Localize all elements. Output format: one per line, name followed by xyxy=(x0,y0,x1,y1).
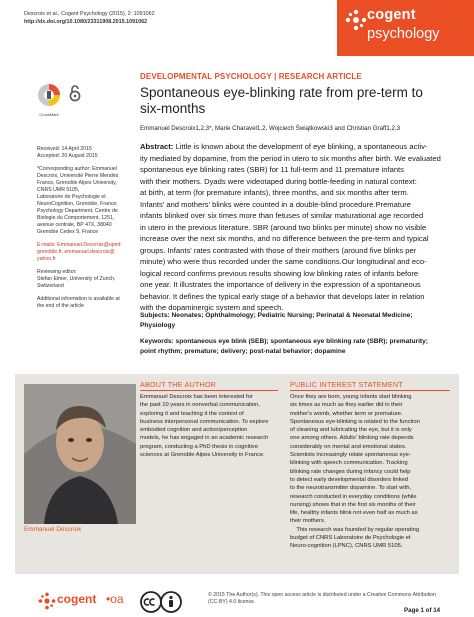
about-author-text xyxy=(140,393,268,459)
about-line: exploring it and teaching it the context of xyxy=(140,410,244,417)
crossmark-label: CrossMark xyxy=(39,112,59,117)
pis-line: considerably on mental and emotional states. xyxy=(290,443,407,450)
pis-line: six times as much as they earlier did in their xyxy=(290,402,403,409)
section-label: DEVELOPMENTAL PSYCHOLOGY | RESEARCH ARTICLE xyxy=(140,72,362,81)
about-line: Emmanuel Descroix has been interested for xyxy=(140,394,253,400)
subjects-line: Physiology xyxy=(140,321,176,329)
reviewing-editor xyxy=(37,269,129,290)
meta-line: Reviewing editor: xyxy=(37,269,77,275)
corresponding-author xyxy=(37,166,129,236)
abstract-line: increase over the next six months, and no difference between the pre-term and typical xyxy=(140,234,429,243)
meta-line: Psychology Department, Centre de xyxy=(37,208,118,214)
citation-line: Descroix et al., Cogent Psychology (2015), 2: 1091062 xyxy=(24,11,155,17)
pis-line: Scientists increasingly relate spontaneous eye- xyxy=(290,452,411,459)
article-side-meta xyxy=(37,146,129,316)
keywords-line: point rhythm; premature; delivery; post-natal behavior; dopamine xyxy=(140,347,346,355)
author-photo xyxy=(24,384,136,524)
abstract-line: spontaneous eye blinking rates (SBR) for 11 full-term and 11 premature infants xyxy=(140,165,404,174)
pis-line: of cleaning and lubricating the eye, but it is only xyxy=(290,427,412,434)
meta-line: avenue centrale, BP 47X, 38040 xyxy=(37,222,112,228)
abstract-line: one year. It illustrates the importance of delivery in the expression of a spontaneous xyxy=(140,280,421,289)
cogent-logo-icon xyxy=(345,9,367,31)
received-date: Received: 14 April 2015 xyxy=(37,146,92,152)
additional-info xyxy=(37,296,129,310)
page-number: Page 1 of 14 xyxy=(404,607,441,614)
keywords xyxy=(140,337,428,356)
abstract-line: Infants' and mothers' blinks were counted in a double-blind procedure.Premature xyxy=(140,199,411,209)
keywords-line: Keywords: spontaneous eye blink (SEB); spontaneous eye blinking rate (SBR); prematurity; xyxy=(140,338,428,345)
journal-brand[interactable] xyxy=(337,0,474,56)
pis-line: research conducted in everyday conditions (while xyxy=(290,493,417,500)
license-text xyxy=(208,592,436,606)
pis-line: Spontaneous eye-blinking is related to the function xyxy=(290,418,420,425)
about-line: embodied cognition and action/perception xyxy=(140,427,248,434)
meta-line: Switzerland xyxy=(37,283,64,289)
pis-line: mother's womb, whether term or premature. xyxy=(290,410,403,417)
about-line: sciences at Grenoble Alpes University in France. xyxy=(140,452,265,459)
journal-name: psychology xyxy=(367,26,440,42)
abstract-line: at birth, at term (for premature infants), three months, and six months after term. xyxy=(140,188,409,197)
article-title xyxy=(140,85,440,117)
accepted-date: Accepted: 20 August 2015 xyxy=(37,153,98,159)
pis-line: budget of CNRS Laboratoire de Psychologie et xyxy=(290,535,411,542)
abstract-line: infants blinked over six times more than fetuses of similar maturational age recorded xyxy=(140,211,424,220)
license-line: (CC-BY) 4.0 license. xyxy=(208,599,256,605)
meta-line: *Corresponding author: Emmanuel xyxy=(37,166,117,172)
pis-line: to the neurotransmitter dopamine. To start with, xyxy=(290,485,412,492)
public-interest-text xyxy=(290,393,420,551)
citation-header xyxy=(24,10,264,26)
doi-link[interactable]: http://dx.doi.org/10.1080/23311908.2015.1091062 xyxy=(24,19,148,25)
pis-line: This research was founded by regular operating xyxy=(290,526,420,533)
pis-line: their mothers. xyxy=(290,518,326,525)
pis-line: to detect early developmental disorders linked xyxy=(290,476,408,483)
meta-line: the end of the article xyxy=(37,303,85,309)
meta-line: Stefan Elmer, University of Zurich, xyxy=(37,276,116,282)
author-portrait-image xyxy=(24,384,136,524)
subjects xyxy=(140,311,413,330)
license-line: © 2015 The Author(s). This open access article is distributed under a Creative Commons Attribution xyxy=(208,592,436,598)
subjects-line: Subjects: Neonates; Ophthalmology; Pediatric Nursing; Perinatal & Neonatal Medicine; xyxy=(140,312,413,319)
title-line: Spontaneous eye-blinking rate from pre-term to xyxy=(140,85,423,100)
pis-line: blinking with speech communication. Tracking xyxy=(290,460,408,467)
about-line: models, he has engaged in an academic research xyxy=(140,435,269,442)
email-link[interactable]: E-mails: Emmanuel.Descroix@upmf- xyxy=(37,242,123,248)
open-access-lock-icon xyxy=(68,84,82,102)
abstract-label: Abstract: xyxy=(140,142,174,151)
email-link[interactable]: grenoble.fr, emmanuel.descroix@ xyxy=(37,249,115,255)
abstract-line: behavior. It defines the typical early stage of a behavior that develops later in relation xyxy=(140,291,425,301)
brand-name: cogent xyxy=(367,7,416,23)
abstract-line: ity mediated by dopamine, from the period in utero to six months after birth. We evaluated xyxy=(140,153,441,163)
abstract xyxy=(140,141,446,314)
meta-line: France, Grenoble Alpes University, xyxy=(37,180,117,186)
abstract-line: in utero in the previous literature. SBR (around two blinks per minute) show no visible xyxy=(140,222,427,232)
public-interest-heading: PUBLIC INTEREST STATEMENT xyxy=(290,380,403,389)
abstract-line xyxy=(140,141,446,153)
crossmark-icon[interactable] xyxy=(37,83,61,111)
meta-line: CNRS UMR 5105, xyxy=(37,187,80,193)
photo-caption: Emmanuel Descroix xyxy=(24,526,82,533)
pis-line: blinking rate changes during infancy could help xyxy=(290,468,411,475)
pis-line: nursing) shows that in the first six months of their xyxy=(290,501,416,508)
divider xyxy=(290,390,450,391)
meta-line: Biologie du Comportement, 1251, xyxy=(37,215,115,221)
abstract-line: groups. Infants' rates contrasted with those of their mothers (around five blinks per xyxy=(140,245,417,255)
cogent-logo-icon xyxy=(38,592,56,610)
footer-brand[interactable]: cogent xyxy=(57,592,97,606)
title-line: six-months xyxy=(140,101,206,116)
about-author-heading: ABOUT THE AUTHOR xyxy=(140,380,217,389)
dates xyxy=(37,146,129,160)
meta-line: NeuroCognition, Grenoble, France; xyxy=(37,201,118,207)
abstract-line: logical record confirms previous results showing low blinking rates of infants before xyxy=(140,268,419,278)
about-line: program, conducting a PhD thesis in cognitive xyxy=(140,443,258,450)
meta-line: Descroix, Université Pierre Mendès xyxy=(37,173,119,179)
about-line: the past 10 years in nonverbal communication, xyxy=(140,402,260,409)
author-list[interactable]: Emmanuel Descroix1,2,3*, Marie Charavel1,2, Wojciech Świątkowski3 and Christian Graff1,2,3 xyxy=(140,125,401,132)
abstract-line: with their mothers. Dyads were videotaped during bottle-feeding in natural context: xyxy=(140,176,417,186)
pis-line: Once they are born, young infants start blinking xyxy=(290,394,412,400)
pis-line: one among others. Adults' blinking rate depends xyxy=(290,435,414,442)
abstract-line: minute) who were thus recorded under the same conditions.Our longitudinal and eco- xyxy=(140,257,427,266)
about-line: business interpersonal communication. To explore xyxy=(140,418,269,425)
meta-line: Grenoble Cedex 9, France xyxy=(37,229,99,235)
pis-line: life, healthy infants blink not even half as much as xyxy=(290,510,418,517)
creative-commons-by-icon[interactable] xyxy=(140,591,182,613)
email-link[interactable]: yahoo.fr xyxy=(37,256,56,262)
author-emails[interactable] xyxy=(37,242,129,263)
pis-line: Neuro-cognition (LPNC), CNRS UMR 5105. xyxy=(290,543,403,550)
divider xyxy=(140,390,278,391)
abstract-line: with the dopaminergic system and speech. xyxy=(140,303,284,312)
meta-line: Laboratoire de Psychologie et xyxy=(37,194,106,200)
abstract-first-line: Little is known about the development of eye blinking, a spontaneous activ- xyxy=(175,142,428,151)
footer-oa: •oa xyxy=(106,592,124,606)
meta-line: Additional information is available at xyxy=(37,296,120,302)
